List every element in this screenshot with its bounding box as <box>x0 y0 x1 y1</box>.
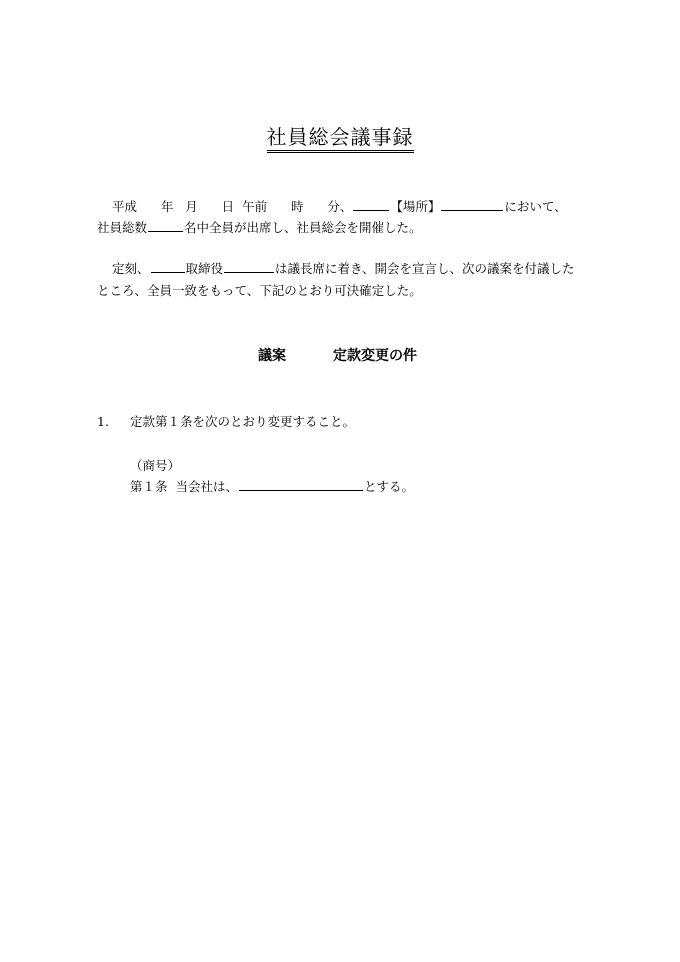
company-name-blank <box>239 478 363 491</box>
article-post-text: とする。 <box>363 479 414 494</box>
place-blank <box>441 198 503 211</box>
item-1-text: 定款第１条を次のとおり変更すること。 <box>130 414 356 429</box>
document-title <box>0 124 680 150</box>
place-label: 【場所】 <box>390 199 441 214</box>
minute-text: 分、 <box>327 199 353 214</box>
resolution-text: ところ、全員一致をもって、下記のとおり可決確定した。 <box>97 283 422 298</box>
ampm-text: 午前 <box>242 199 268 214</box>
document-title-text: 社員総会議事録 <box>267 125 414 153</box>
paragraph-1-line-1 <box>112 198 567 216</box>
place-prefix-blank <box>353 198 389 211</box>
time-label: 定刻、 <box>112 261 150 276</box>
director-name-blank <box>224 260 274 273</box>
item-1-article <box>130 478 414 496</box>
at-text: において、 <box>504 199 567 214</box>
director-label: 取締役 <box>185 261 224 276</box>
paragraph-2-line-2 <box>97 282 422 300</box>
agenda-label: 議案 <box>258 348 286 364</box>
item-1-number: 1. <box>97 414 109 429</box>
article-pre-text: 当会社は、 <box>175 479 238 494</box>
year-text: 年 <box>160 199 174 214</box>
members-count-blank <box>148 219 183 232</box>
paragraph-1-line-2 <box>97 219 422 237</box>
day-text: 日 <box>221 199 235 214</box>
month-text: 月 <box>185 199 198 214</box>
agenda-subject: 定款変更の件 <box>333 348 417 364</box>
era-text: 平成 <box>112 199 138 214</box>
attendance-text: 名中全員が出席し、社員総会を開催した。 <box>184 220 422 235</box>
article-label: 第１条 <box>130 479 168 494</box>
item-1-caption: （商号） <box>130 458 181 473</box>
members-label: 社員総数 <box>97 220 148 235</box>
paragraph-2-line-1 <box>112 260 575 278</box>
hour-text: 時 <box>290 199 304 214</box>
time-blank <box>151 260 185 273</box>
chair-text: は議長席に着き、開会を宣言し、次の議案を付議した <box>275 261 575 276</box>
